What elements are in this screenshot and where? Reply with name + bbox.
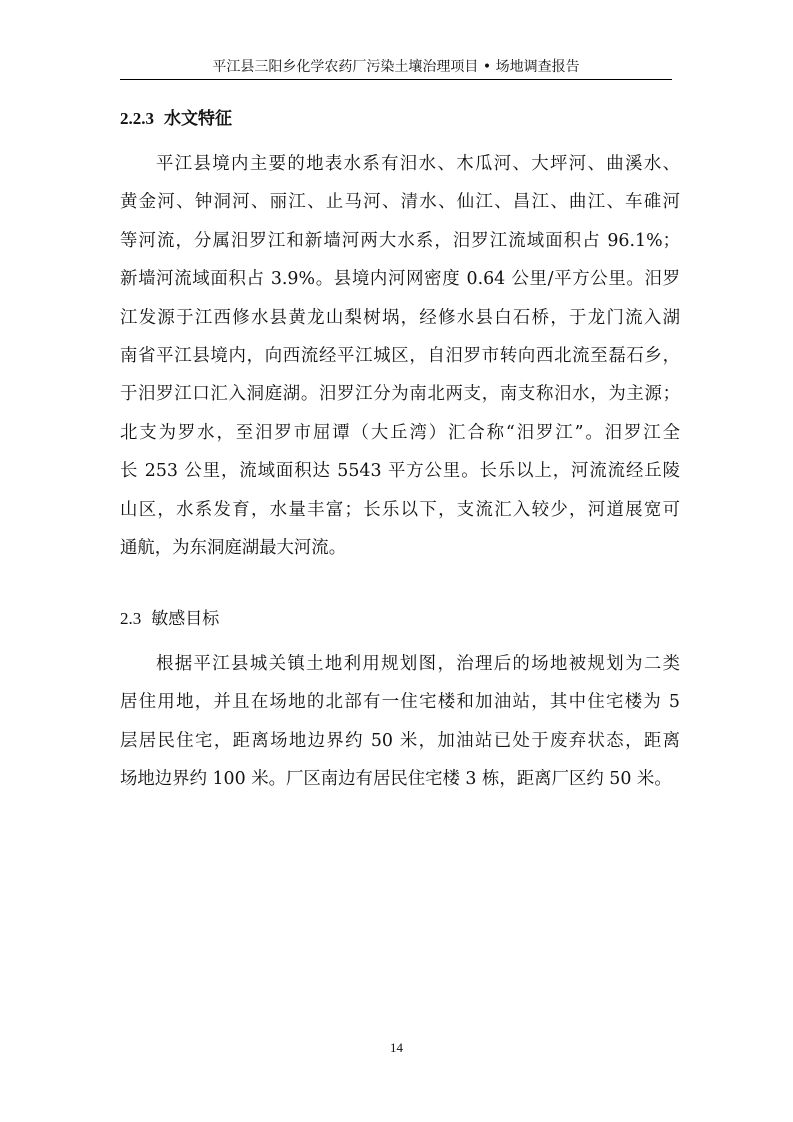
section-title: 敏感目标 [151,609,220,629]
paragraph-line: 居住用地，并且在场地的北部有一住宅楼和加油站，其中住宅楼为 5 [120,692,680,713]
section-number: 2.3 [120,609,142,628]
paragraph-line: 层居民住宅，距离场地边界约 50 米，加油站已处于废弃状态，距离 [120,730,680,751]
paragraph-line: 江发源于江西修水县黄龙山梨树埚，经修水县白石桥，于龙门流入湖 [120,307,680,328]
paragraph-line: 南省平江县境内，向西流经平江城区，自汨罗市转向西北流至磊石乡， [120,345,680,366]
paragraph-line: 新墙河流域面积占 3.9%。县境内河网密度 0.64 公里/平方公里。汨罗 [120,269,680,290]
section-number: 2.2.3 [120,109,154,128]
paragraph-line: 根据平江县城关镇土地利用规划图，治理后的场地被规划为二类 [156,654,680,674]
section-title: 水文特征 [164,109,232,129]
paragraph-line: 北支为罗水，至汨罗市屈谭（大丘湾）汇合称“汨罗江”。汨罗江全 [120,422,680,443]
paragraph-line: 长 253 公里，流域面积达 5543 平方公里。长乐以上，河流流经丘陵 [120,461,680,482]
paragraph-line: 黄金河、钟洞河、丽江、止马河、清水、仙江、昌江、曲江、车碓河 [120,192,680,213]
running-header: 平江县三阳乡化学农药厂污染土壤治理项目 • 场地调查报告 [212,59,580,75]
paragraph-line: 场地边界约 100 米。厂区南边有居民住宅楼 3 栋，距离厂区约 50 米。 [120,769,672,790]
section-heading-2-2-3 [120,109,232,129]
paragraph-line: 平江县境内主要的地表水系有汨水、木瓜河、大坪河、曲溪水、 [156,154,680,174]
paragraph-line: 山区，水系发育，水量丰富；长乐以下，支流汇入较少，河道展宽可 [120,499,680,520]
sensitive-targets-paragraph [120,645,680,799]
paragraph-line: 于汨罗江口汇入洞庭湖。汨罗江分为南北两支，南支称汨水，为主源； [120,384,680,405]
header-rule [120,79,672,80]
hydrology-paragraph [120,145,680,567]
section-heading-2-3 [120,609,219,629]
paragraph-line: 等河流，分属汨罗江和新墙河两大水系，汨罗江流域面积占 96.1%； [120,230,680,251]
paragraph-line: 通航，为东洞庭湖最大河流。 [120,537,347,558]
page-number: 14 [390,1040,403,1055]
